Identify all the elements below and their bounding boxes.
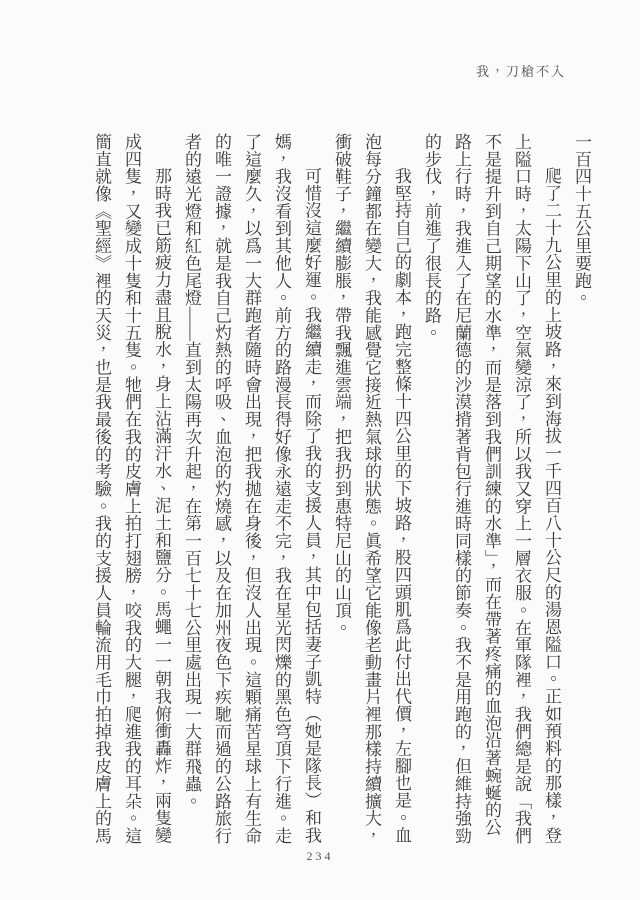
body-text — [84, 133, 596, 846]
running-header: 我，刀槍不入 — [475, 64, 566, 79]
paragraph: 可惜沒這麼好運。我繼續走，而除了我的支援人員，其中包括妻子凱特（她是隊長）和我媽，我沒看到其他人。前方的路漫長得好像永遠走不完，我在星光閃爍的黑色穹頂下行進。走了這麼久，以爲一大群跑者隨時會出現，把我拋在身後，但沒人出現。這顆痛苦星球上有生命的唯一證據，就是我自己灼熱的呼吸、血泡的灼燒感，以及在加州夜色下疾馳而過的公路旅行者的遠光燈和紅色尾燈——直到太陽再次升起，在第一百七十七公里處出現一大群飛蟲。 — [182, 133, 321, 845]
paragraph: 我堅持自己的劇本，跑完整條十四公里的下坡路，股四頭肌爲此付出代價，左腳也是。血泡每分鐘都在變大，我能感覺它接近熱氣球的狀態。眞希望它能像老動畫片裡那樣持續擴大，衝破鞋子，繼續膨脹，帶我飄進雲端，把我扔到惠特尼山的山頂。 — [332, 133, 411, 845]
paragraph: 爬了二十九公里的上坡路，來到海拔一千四百八十公尺的湯恩隘口。正如預料的那樣，登上隘口時，太陽下山了，空氣變涼了，所以我又穿上一層衣服。在軍隊裡，我們總是說「我們不是提升到自己期望的水準，而是落到我們訓練的水準」，而在帶著疼痛的血泡沿著蜿蜒的公路上行時，我進入了在尼蘭德的沙漠揹著背包行進時同樣的節奏。我不是用跑的，但維持強勁的步伐，前進了很長的路。 — [422, 133, 561, 845]
paragraph: 那時我已筋疲力盡且脫水，身上沾滿汗水、泥土和鹽分。馬蠅一一朝我俯衝轟炸，兩隻變成四隻，又變成十隻和十五隻。牠們在我的皮膚上拍打翅膀，咬我的大腿，爬進我的耳朵。這簡直就像《聖經》裡的天災，也是我最後的考驗。我的支援人員輪流用毛巾拍掉我皮膚上的馬 — [92, 133, 171, 845]
page-number: 234 — [306, 849, 334, 863]
paragraph: 一百四十五公里要跑。 — [572, 133, 591, 307]
